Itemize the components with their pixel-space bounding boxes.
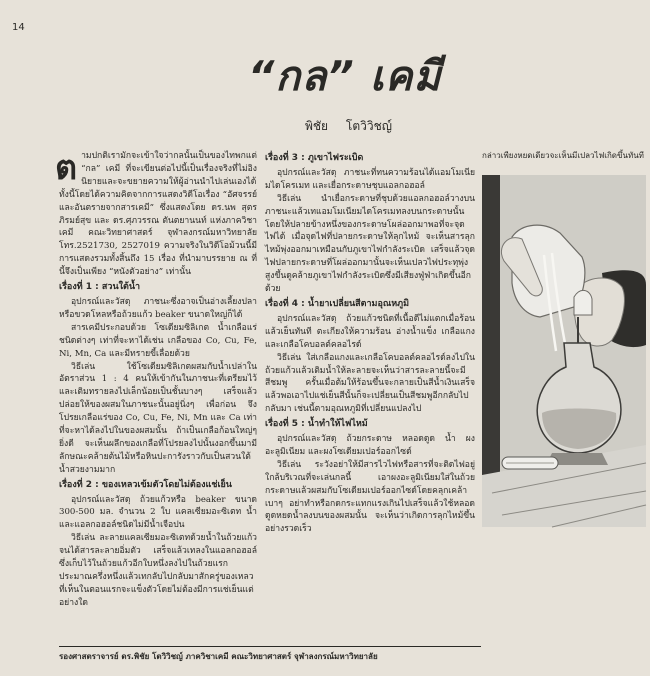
intro-text: ามปกติเรามักจะเข้าใจว่ากลนั้นเป็นของไทพกแต่ “กล” เคมี ที่จะเขียนต่อไปนี้เป็นเรื่องจริงที่ไม่อิงนิยายและจะขยายความให้ผู้อ่านนำไปเล่นเองได้ ทั้งนี้โดยได้ความคิดจากการแสดงวิดีโอเรื่อง “อัศจรรย์และอันตรายจากสารเคมี” ซึ่งแสดงโดย ดร.นพ สุตรภิรมย์สุข และ ดร.ศุภวรรณ ตันตยานนท์ แห่งภาควิชาเคมี คณะวิทยาศาสตร์ จุฬาลงกรณ์มหาวิทยาลัย โทร.2521730, 2527019 ความจริงในวิดีโอม้วนนี้มีการแสดงรวมทั้งสิ้นถึง 15 เรื่อง ที่นำมาบรรยาย ณ ที่นี้จึงเป็นเพียง “หนังตัวอย่าง” เท่านั้น [59, 151, 257, 278]
section-5-paragraph: อุปกรณ์และวัสดุ ถ้วยกระดาษ หลอดดูด น้ำ ผงอะลูมิเนียม และผงโซเดียมเปอร์ออกไซด์ [265, 434, 475, 457]
photo-caption: กล่าวเพียงหยดเดียวจะเห็นมีเปลวไฟเกิดขึ้นทันที [482, 151, 644, 160]
intro-paragraph [55, 148, 257, 279]
drop-cap: ต [55, 148, 78, 188]
section-4-heading: เรื่องที่ 4 : น้ำยาเปลี่ยนสีตามอุณหภูมิ [265, 298, 410, 309]
section-1-heading: เรื่องที่ 1 : สวนใต้น้ำ [59, 282, 141, 293]
section-1-paragraph: วิธีเล่น ใช้โซเดียมซิลิเกตผสมกับน้ำเปล่าในอัตราส่วน 1 : 4 คนให้เข้ากันในภาชนะที่เตรียมไว้และเติมทรายลงไปเล็กน้อยเป็นชั้นบางๆ เสร็จแล้วปล่อยให้ของผสมในภาชนะนั้นอยู่นิ่งๆ เพื่อก่อน จึงโปรยเกลือแร่ของ Co, Cu, Fe, Ni, Mn และ Ca เท่าที่จะหาได้ลงไปในของผสมนั้น ถ้าเป็นเกลือก้อนใหญ่ๆ ยิ่งดี จะเห็นผลึกของเกลือที่โปรยลงไปนั้นงอกขึ้นมามีลักษณะคล้ายต้นไม้หรือหินปะการังราวกับเป็นสวนใต้น้ำสวยงามมาก [59, 361, 257, 475]
section-3-heading: เรื่องที่ 3 : ภูเขาไฟระเบิด [265, 153, 364, 163]
section-2-paragraph: วิธีเล่น ละลายแคลเซียมอะซิเตทด้วยน้ำในถ้วยแก้วจนได้สารละลายอิ่มตัว เสร็จแล้วเทลงในแอลกอฮอล์ซึ่งเก็บไว้ในถ้วยแก้วอีกใบหนึ่งลงไปในถ้วยแรกประมาณครึ่งหนึ่งแล้วเทกลับไปกลับมาสักครู่ของเหลวที่เห็นในตอนแรกจะแข็งตัวโดยไม่ต้องมีการแช่เย็นแต่อย่างใด [59, 533, 257, 608]
article-title: “กล” เคมี [248, 52, 442, 100]
section-3-paragraph: อุปกรณ์และวัสดุ ภาชนะที่ทนความร้อนได้แอมโมเนียมไดโครเมท และเยื่อกระดาษชุบแอลกอฮอล์ [265, 167, 475, 191]
section-1-paragraph: สารเคมีประกอบด้วย โซเดียมซิลิเกต น้ำเกลือแร่ ชนิดต่างๆ เท่าที่จะหาได้เช่น เกลือของ Co, Cu, Fe, Ni, Mn, Ca และมีทรายขี้เลื่อยด้วย [59, 322, 257, 359]
footer-rule [59, 646, 481, 647]
text-column-2 [265, 150, 475, 642]
page-number: 14 [12, 22, 25, 33]
article-author: พิชัย โตวิวิชญ์ [305, 119, 392, 133]
text-column-1 [55, 148, 257, 642]
footer-credit: รองศาสตราจารย์ ดร.พิชัย โตวิวิชญ์ ภาควิชาเคมี คณะวิทยาศาสตร์ จุฬาลงกรณ์มหาวิทยาลัย [59, 652, 378, 661]
section-2-paragraph: อุปกรณ์และวัสดุ ถ้วยแก้วหรือ beaker ขนาด 300-500 มล. จำนวน 2 ใบ แคลเซียมอะซิเตท น้ำและแอลกอฮอล์ชนิดไม่มีน้ำเจือปน [59, 494, 257, 531]
section-4-paragraph: อุปกรณ์และวัสดุ ถ้วยแก้วชนิดที่เนื้อดีไม่แตกเมื่อร้อนแล้วเย็นทันที ตะเกียงให้ความร้อน อ่างน้ำแข็ง เกลือแกงและเกลือโคบอลต์คลอไรด์ [265, 313, 475, 350]
section-3-paragraph: วิธีเล่น นำเยื่อกระดาษที่ชุบด้วยแอลกอฮอล์วางบนภาชนะแล้วเทแอมโมเนียมไดโครเมทลงบนกระดาษนั้น โดยให้ปลายข้างหนึ่งของกระดาษโผล่ออกมาพอที่จะจุดไฟได้ เมื่อจุดไฟที่ปลายกระดาษให้ลุกไหม้ จะเห็นสารลุกไหม้พุ่งออกมาเหมือนกับภูเขาไฟกำลังระเบิด เสร็จแล้วจุดไฟปลายกระดาษที่โผล่ออกมานั้นจะเห็นเปลวไฟประทุพุ่งสูงขึ้นดูคล้ายภูเขาไฟกำลังระเบิดซึ่งมีเสียงฟู่ฟ่าเกิดขึ้นอีกด้วย [265, 193, 475, 295]
section-1-paragraph: อุปกรณ์และวัสดุ ภาชนะซึ่งอาจเป็นอ่างเลี้ยงปลาหรือขวดโหลหรือถ้วยแก้ว beaker ขนาดใหญ่ก็ได้ [59, 296, 257, 320]
experiment-photo-illustration [482, 175, 646, 527]
section-5-paragraph: วิธีเล่น ระวังอย่าให้มีสารไวไฟหรือสารที่จะติดไฟอยู่ใกล้บริเวณที่จะเล่นกลนี้ เอาผงอะลูมิเนียมใส่ในถ้วยกระดาษแล้วผสมกับโซเดียมเปอร์ออกไซด์โดยคลุกเคล้าเบาๆ อย่าทำหรือกดกระแทกแรงเกินไปเสร็จแล้วใช้หลอดดูดหยดน้ำลงบนของผสมนั้น จะเห็นว่าเกิดการลุกไหม้ขึ้นอย่างรวดเร็ว [265, 459, 475, 535]
section-4-paragraph: วิธีเล่น ใส่เกลือแกงและเกลือโคบอลต์คลอไรด์ลงไปในถ้วยแก้วแล้วเติมน้ำให้ละลายจะเห็นว่าสารละลายนี้จะมีสีชมพู ครั้นเมื่อต้มให้ร้อนขึ้นจะกลายเป็นสีน้ำเงินเสร็จแล้วพอเอาไปแช่เย็นสีนั้นก็จะเปลี่ยนเป็นสีชมพูอีกกลับไปกลับมา เช่นนี้ตามอุณหภูมิที่เปลี่ยนแปลงไป [265, 352, 475, 415]
experiment-photo [482, 175, 646, 527]
section-5-heading: เรื่องที่ 5 : น้ำทำให้ไฟไหม้ [265, 419, 368, 430]
section-2-heading: เรื่องที่ 2 : ของเหลวเข้มตัวโดยไม่ต้องแช่เย็น [59, 479, 232, 490]
